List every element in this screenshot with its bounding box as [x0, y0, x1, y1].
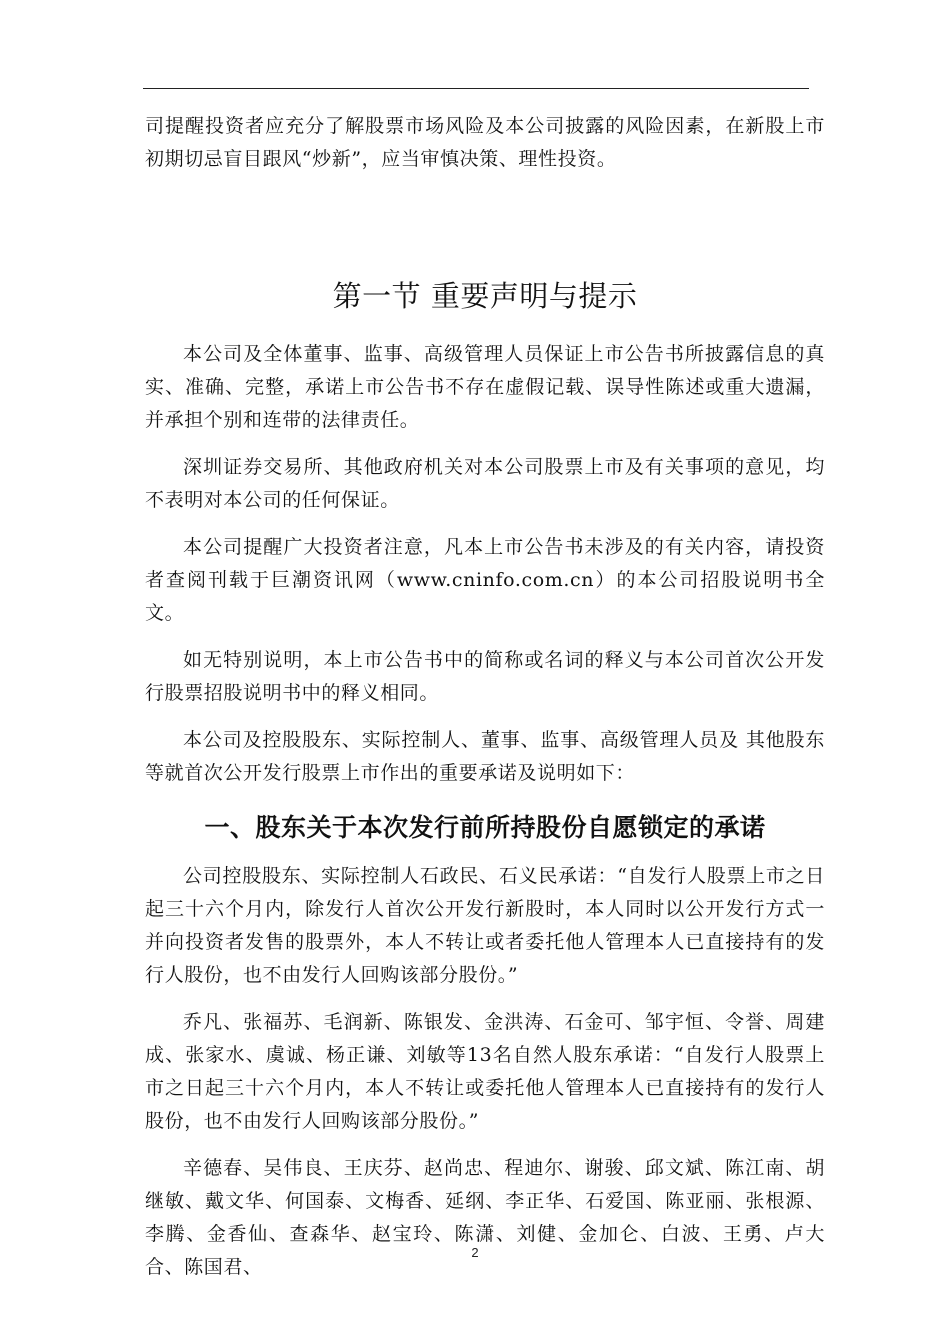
- subsection-paragraph: 公司控股股东、实际控制人石政民、石义民承诺：“自发行人股票上市之日起三十六个月内，除发行人首次公开发行新股时，本人同时以公开发行方式一并向投资者发售的股票外，本人不转让或者委托他人管理本人已直接持有的发行人股份，也不由发行人回购该部分股份。”: [145, 865, 825, 986]
- header-rule: [143, 88, 809, 89]
- subsection-title: 一、股东关于本次发行前所持股份自愿锁定的承诺: [204, 813, 766, 842]
- section-paragraph: 本公司及全体董事、监事、高级管理人员保证上市公告书所披露信息的真实、准确、完整，承诺上市公告书不存在虚假记载、误导性陈述或重大遗漏，并承担个别和连带的法律责任。: [145, 343, 825, 431]
- page-number: 2: [471, 1245, 479, 1260]
- section-title: 第一节 重要声明与提示: [332, 279, 638, 313]
- subsection-paragraph: 乔凡、张福苏、毛润新、陈银发、金洪涛、石金可、邹宇恒、令誉、周建成、张家水、虞诚、杨正谦、刘敏等13名自然人股东承诺：“自发行人股票上市之日起三十六个月内，本人不转让或委托他人管理本人已直接持有的发行人股份，也不由发行人回购该部分股份。”: [145, 1011, 825, 1132]
- subsection-paragraph: 辛德春、吴伟良、王庆芬、赵尚忠、程迪尔、谢骏、邱文斌、陈江南、胡继敏、戴文华、何国泰、文梅香、延纲、李正华、石爱国、陈亚丽、张根源、李腾、金香仙、查森华、赵宝玲、陈潇、刘健、金加仑、白波、王勇、卢大合、陈国君、: [145, 1157, 825, 1278]
- document-body: [145, 110, 825, 1298]
- section-paragraph: 如无特别说明，本上市公告书中的简称或名词的释义与本公司首次公开发行股票招股说明书中的释义相同。: [145, 649, 825, 704]
- section-paragraph: 本公司提醒广大投资者注意，凡本上市公告书未涉及的有关内容，请投资者查阅刊载于巨潮资讯网（www.cninfo.com.cn）的本公司招股说明书全文。: [145, 536, 825, 624]
- section-paragraph: 本公司及控股股东、实际控制人、董事、监事、高级管理人员及 其他股东等就首次公开发行股票上市作出的重要承诺及说明如下：: [145, 729, 825, 784]
- section-paragraph: 深圳证券交易所、其他政府机关对本公司股票上市及有关事项的意见，均不表明对本公司的任何保证。: [145, 456, 825, 511]
- continuation-paragraph: 司提醒投资者应充分了解股票市场风险及本公司披露的风险因素，在新股上市初期切忌盲目跟风“炒新”，应当审慎决策、理性投资。: [145, 115, 825, 170]
